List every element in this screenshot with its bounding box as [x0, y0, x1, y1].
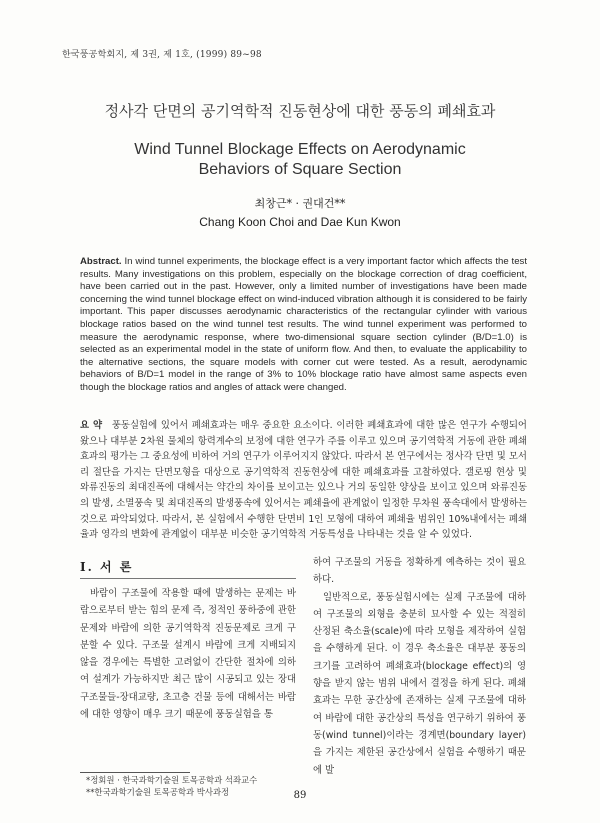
title-english-line-2: Behaviors of Square Section [198, 161, 402, 178]
intro-left-text: 바람이 구조물에 작용할 때에 발생하는 문제는 바람으로부터 받는 힘의 문제 즉, 정적인 풍하중에 관한 문제와 바람에 의한 공기역학적 진동문제로 크게 구분할 수 있다. 구조물 설계시 바람에 크게 지배되지 않을 경우에는 특별한 고려없이 간단한 절차에 의하여 설계가 가능하지만 최근 많이 시공되고 있는 장대 구조물들-장대교량, 초고층 건물 등에 대해서는 바람에 대한 영향이 매우 크기 때문에 풍동실험을 통 [80, 588, 296, 721]
section-divider [80, 578, 296, 579]
summary-text: 풍동실험에 있어서 폐쇄효과는 매우 중요한 요소이다. 이러한 폐쇄효과에 대한 많은 연구가 수행되어 왔으나 대부분 2차원 물체의 항력계수의 보정에 대한 연구가 주를 이루고 있으며 공기역학적 거동에 관한 폐쇄효과의 평가는 그 중요성에 비하여 거의 연구가 이루어지지 않았다. 따라서 본 연구에서는 정사각 단면 및 모서리 절단을 가지는 단면모형을 대상으로 공기역학적 진동현상에 대한 폐쇄효과를 고찰하였다. 갤로핑 현상 및 와류진동의 최대진폭에 대해서는 약간의 차이를 보이고는 있으나 거의 동일한 양상을 보이고 있으며 와류진동의 발생, 소멸풍속 및 최대진폭의 발생풍속에 있어서는 폐쇄율에 관계없이 일정한 무차원 풍속대에서 발생하는 것으로 파악되었다. 따라서, 본 실험에서 수행한 단면비 1인 모형에 대하여 폐쇄율 범위인 10%내에서는 폐쇄율과 영각의 변화에 관계없이 대부분 비슷한 공기역학적 거동특성을 나타내는 것을 알 수 있었다. [80, 420, 527, 541]
intro-right-2-text: 일반적으로, 풍동실험시에는 실제 구조물에 대하여 구조물의 외형을 충분히 묘사할 수 있는 적절히 산정된 축소율(scale)에 따라 모형을 제작하여 실험을 수행하게 된다. 이 경우 축소율은 대부분 풍동의 크기를 고려하여 폐쇄효과(blockage effect)의 영향을 받지 않는 범위 내에서 결정을 하게 된다. 폐쇄효과는 무한 공간상에 존재하는 실제 구조물에 대하여 바람에 대한 공간상의 특성을 연구하기 위하여 풍동(wind tunnel)이라는 경계면(boundary layer)을 가지는 제한된 공간상에서 실험을 수행하기 때문에 발 [313, 591, 526, 776]
authors-english: Chang Koon Choi and Dae Kun Kwon [199, 215, 401, 229]
footnote-1: *정회원 · 한국과학기술원 토목공학과 석좌교수 [86, 775, 258, 785]
title-english-line-1: Wind Tunnel Blockage Effects on Aerodynamic [134, 141, 466, 158]
title-korean: 정사각 단면의 공기역학적 진동현상에 대한 풍동의 폐쇄효과 [104, 102, 496, 120]
footnote-2: **한국과학기술원 토목공학과 박사과정 [86, 787, 230, 797]
abstract [80, 256, 527, 395]
journal-citation: 한국풍공학회지, 제 3권, 제 1호, (1999) 89~98 [62, 50, 262, 60]
intro-paragraph-right-2 [313, 589, 526, 779]
page-number: 89 [293, 790, 307, 801]
abstract-text: In wind tunnel experiments, the blockage effect is a very important factor which affects the test results. Many investigations on this problem, especially on the blockage correction of drag coefficient, have been carried out in the past. However, only a limited number of investigations have been made concerning the wind tunnel blockage effect on wind-induced vibration although it is considered to be fairly important. This paper discusses aerodynamic characteristics of the rectangular cylinder with various blockage ratios based on the wind tunnel test results. The wind tunnel experiment was performed to measure the aerodynamic response, where two-dimensional square section cylinder (B/D=1.0) is selected as an experimental model in the state of uniform flow. And then, to evaluate the applicability to the alternative sections, the square models with corner cut were tested. As a result, aerodynamic behaviors of B/D=1 model in the range of 3% to 10% blockage ratio have almost same aspects even though the blockage ratios and angles of attack were changed. [80, 256, 528, 393]
section-heading-introduction: I. 서 론 [80, 560, 134, 574]
korean-summary [80, 418, 527, 543]
intro-paragraph-left [80, 585, 296, 723]
right-column [313, 554, 526, 779]
summary-label: 요 약 [80, 420, 103, 431]
authors-korean: 최창근* · 권대건** [254, 197, 346, 210]
left-column [80, 558, 296, 723]
title-english [0, 140, 600, 180]
intro-paragraph-right-1: 하여 구조물의 거동을 정확하게 예측하는 것이 필요하다. [313, 557, 526, 586]
abstract-label: Abstract. [80, 256, 122, 267]
footnote-rule [80, 772, 190, 773]
